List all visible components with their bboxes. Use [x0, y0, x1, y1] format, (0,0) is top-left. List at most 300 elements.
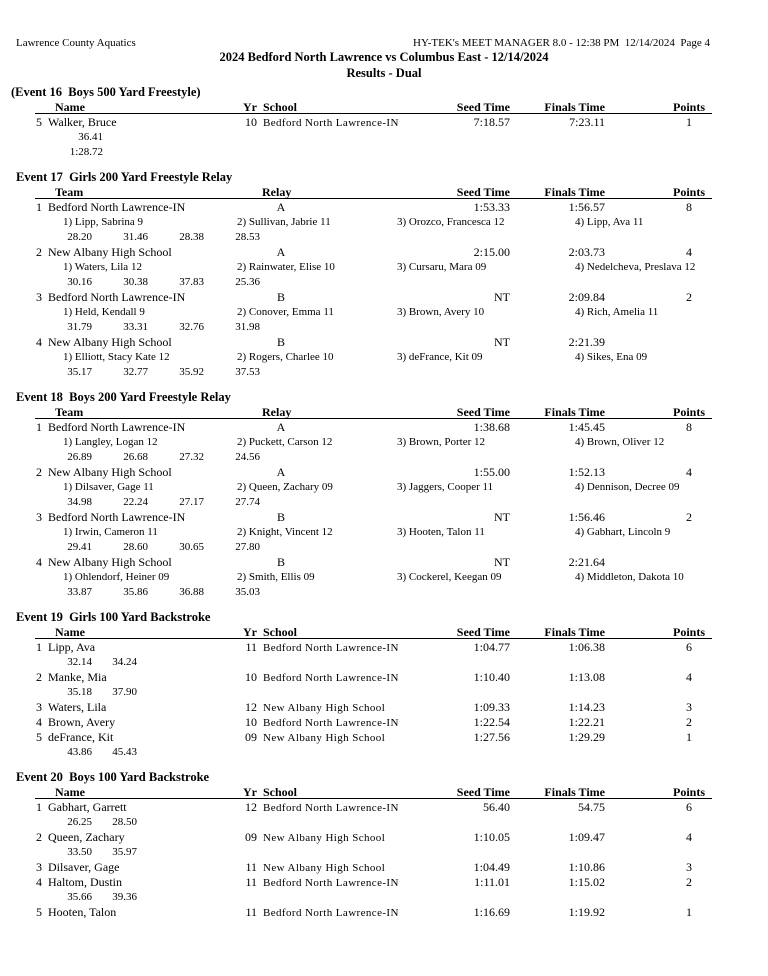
place: 5: [36, 730, 42, 744]
facility-name: Lawrence County Aquatics: [16, 37, 136, 49]
seed-time: 1:04.49: [473, 860, 510, 874]
seed-time: NT: [494, 335, 510, 349]
team-name: Bedford North Lawrence-IN: [48, 290, 186, 304]
athlete-name: Walker, Bruce: [48, 115, 117, 129]
athlete-name: Manke, Mia: [48, 670, 107, 684]
place: 1: [36, 800, 42, 814]
swimmer: 4) Nedelcheva, Preslava 12: [575, 261, 696, 273]
school: New Albany High School: [263, 732, 386, 744]
relay-swimmers: [0, 350, 768, 365]
place: 2: [36, 670, 42, 684]
split-time: 31.98: [235, 321, 260, 333]
place: 4: [36, 875, 42, 889]
split-time: 31.79: [67, 321, 92, 333]
team-name: Bedford North Lawrence-IN: [48, 510, 186, 524]
split-time: 35.17: [67, 366, 92, 378]
seed-time: 1:10.05: [473, 830, 510, 844]
result-row: [0, 115, 768, 130]
relay-swimmers: [0, 435, 768, 450]
place: 2: [36, 245, 42, 259]
swimmer: 3) Cockerel, Keegan 09: [397, 571, 502, 583]
split-time: 33.31: [123, 321, 148, 333]
col-points-header: Points: [672, 625, 705, 639]
school: Bedford North Lawrence-IN: [263, 802, 399, 814]
result-row: [0, 510, 768, 525]
points: 8: [686, 420, 692, 434]
split-time: 36.88: [179, 586, 204, 598]
col-relay-header: Relay: [262, 405, 292, 419]
split-time: 28.50: [112, 816, 137, 828]
split-time: 36.41: [78, 131, 103, 143]
year: 10: [245, 715, 257, 729]
swimmer: 2) Rogers, Charlee 10: [237, 351, 334, 363]
swimmer: 2) Smith, Ellis 09: [237, 571, 315, 583]
year: 11: [245, 905, 257, 919]
column-header-row: [0, 785, 768, 800]
event-title: Event 19 Girls 100 Yard Backstroke: [16, 610, 211, 624]
swimmer: 1) Waters, Lila 12: [63, 261, 142, 273]
seed-time: 1:22.54: [473, 715, 510, 729]
result-row: [0, 860, 768, 875]
col-school-header: School: [263, 100, 298, 114]
school: Bedford North Lawrence-IN: [263, 907, 399, 919]
swimmer: 1) Irwin, Cameron 11: [63, 526, 158, 538]
split-time: 26.68: [123, 451, 148, 463]
results-subtitle: Results - Dual: [346, 66, 422, 80]
split-time: 37.53: [235, 366, 260, 378]
relay-swimmers: [0, 525, 768, 540]
split-values: [47, 890, 137, 905]
split-time: 24.56: [235, 451, 260, 463]
team-name: Bedford North Lawrence-IN: [48, 200, 186, 214]
split-time: 37.83: [179, 276, 204, 288]
finals-time: 1:45.45: [568, 420, 605, 434]
relay-letter: A: [276, 200, 286, 214]
seed-time: NT: [494, 510, 510, 524]
relay-swimmers: [0, 305, 768, 320]
col-team-header: Team: [55, 185, 84, 199]
split-time: 43.86: [67, 746, 92, 758]
seed-time: 56.40: [483, 800, 510, 814]
split-values: [47, 655, 137, 670]
split-values: [36, 585, 260, 600]
year: 11: [245, 640, 257, 654]
place: 1: [36, 200, 42, 214]
place: 5: [36, 115, 42, 129]
year: 11: [245, 860, 257, 874]
event-19: [0, 610, 768, 760]
finals-time: 1:52.13: [568, 465, 605, 479]
split-time: 22.24: [123, 496, 148, 508]
col-name-header: Name: [55, 785, 85, 799]
seed-time: 2:15.00: [473, 245, 510, 259]
splits-line: [0, 655, 768, 670]
split-time: 30.16: [67, 276, 92, 288]
seed-time: 1:27.56: [473, 730, 510, 744]
points: 6: [686, 800, 692, 814]
place: 1: [36, 420, 42, 434]
finals-time: 7:23.11: [569, 115, 605, 129]
team-name: New Albany High School: [48, 245, 172, 259]
split-values: [47, 845, 137, 860]
points: 1: [686, 730, 692, 744]
split-time: 27.80: [235, 541, 260, 553]
points: 1: [686, 115, 692, 129]
school: Bedford North Lawrence-IN: [263, 877, 399, 889]
place: 5: [36, 905, 42, 919]
split-time: 26.25: [67, 816, 92, 828]
split-values: [36, 320, 260, 335]
year: 11: [245, 875, 257, 889]
relay-swimmers: [0, 260, 768, 275]
results-body: [0, 85, 768, 930]
swimmer: 2) Rainwater, Elise 10: [237, 261, 335, 273]
meet-title: 2024 Bedford North Lawrence vs Columbus East - 12/14/2024: [219, 50, 549, 64]
col-seed-header: Seed Time: [456, 785, 510, 799]
swimmer: 3) deFrance, Kit 09: [397, 351, 483, 363]
split-time: 35.86: [123, 586, 148, 598]
col-finals-header: Finals Time: [544, 100, 605, 114]
col-seed-header: Seed Time: [456, 625, 510, 639]
col-school-header: School: [263, 625, 298, 639]
split-time: 39.36: [112, 891, 137, 903]
split-time: 35.18: [67, 686, 92, 698]
col-finals-header: Finals Time: [544, 405, 605, 419]
split-time: 30.38: [123, 276, 148, 288]
school: Bedford North Lawrence-IN: [263, 642, 399, 654]
splits-line: [0, 230, 768, 245]
place: 3: [36, 290, 42, 304]
finals-time: 1:29.29: [568, 730, 605, 744]
swimmer: 3) Hooten, Talon 11: [397, 526, 485, 538]
points: 1: [686, 905, 692, 919]
year: 12: [245, 700, 257, 714]
points: 2: [686, 290, 692, 304]
swimmer: 2) Knight, Vincent 12: [237, 526, 333, 538]
seed-time: 1:10.40: [473, 670, 510, 684]
place: 4: [36, 335, 42, 349]
relay-letter: A: [276, 420, 286, 434]
split-time: 30.65: [179, 541, 204, 553]
event-20: [0, 770, 768, 920]
split-time: 27.74: [235, 496, 260, 508]
result-row: [0, 730, 768, 745]
seed-time: 7:18.57: [473, 115, 510, 129]
split-time: 28.53: [235, 231, 260, 243]
result-row: [0, 905, 768, 920]
finals-time: 2:03.73: [568, 245, 605, 259]
finals-time: 1:06.38: [568, 640, 605, 654]
points: 3: [686, 700, 692, 714]
place: 2: [36, 465, 42, 479]
result-row: [0, 640, 768, 655]
athlete-name: Hooten, Talon: [48, 905, 117, 919]
col-seed-header: Seed Time: [456, 405, 510, 419]
swimmer: 4) Rich, Amelia 11: [575, 306, 659, 318]
col-points-header: Points: [672, 785, 705, 799]
school: Bedford North Lawrence-IN: [263, 117, 399, 129]
split-values: [34, 145, 103, 160]
school: Bedford North Lawrence-IN: [263, 717, 399, 729]
swimmer: 1) Lipp, Sabrina 9: [63, 216, 144, 228]
finals-time: 1:22.21: [568, 715, 605, 729]
col-school-header: School: [263, 785, 298, 799]
seed-time: 1:55.00: [473, 465, 510, 479]
meet-manager-info: HY-TEK's MEET MANAGER 8.0 - 12:38 PM 12/14/2024 Page 4: [413, 37, 710, 49]
athlete-name: Brown, Avery: [48, 715, 116, 729]
place: 1: [36, 640, 42, 654]
column-header-row: [0, 185, 768, 200]
swimmer: 2) Conover, Emma 11: [237, 306, 334, 318]
seed-time: 1:04.77: [473, 640, 510, 654]
swimmer: 1) Ohlendorf, Heiner 09: [63, 571, 170, 583]
split-time: 37.90: [112, 686, 137, 698]
seed-time: NT: [494, 555, 510, 569]
points: 8: [686, 200, 692, 214]
event-title: Event 18 Boys 200 Yard Freestyle Relay: [16, 390, 231, 404]
col-seed-header: Seed Time: [456, 185, 510, 199]
place: 3: [36, 510, 42, 524]
finals-time: 1:09.47: [568, 830, 605, 844]
athlete-name: deFrance, Kit: [48, 730, 114, 744]
col-finals-header: Finals Time: [544, 185, 605, 199]
col-points-header: Points: [672, 405, 705, 419]
team-name: New Albany High School: [48, 555, 172, 569]
swimmer: 1) Held, Kendall 9: [63, 306, 145, 318]
result-row: [0, 555, 768, 570]
split-values: [36, 540, 260, 555]
event-title: (Event 16 Boys 500 Yard Freestyle): [11, 85, 201, 99]
col-finals-header: Finals Time: [544, 625, 605, 639]
split-time: 28.20: [67, 231, 92, 243]
split-time: 34.98: [67, 496, 92, 508]
split-values: [36, 365, 260, 380]
year: 10: [245, 670, 257, 684]
swimmer: 4) Lipp, Ava 11: [575, 216, 644, 228]
swimmer: 4) Middleton, Dakota 10: [575, 571, 684, 583]
finals-time: 1:14.23: [568, 700, 605, 714]
finals-time: 1:56.46: [568, 510, 605, 524]
col-team-header: Team: [55, 405, 84, 419]
finals-time: 2:09.84: [568, 290, 605, 304]
splits-line: [0, 815, 768, 830]
finals-time: 1:10.86: [568, 860, 605, 874]
points: 2: [686, 715, 692, 729]
athlete-name: Haltom, Dustin: [48, 875, 122, 889]
col-finals-header: Finals Time: [544, 785, 605, 799]
points: 2: [686, 875, 692, 889]
column-header-row: [0, 100, 768, 115]
splits-line: [0, 450, 768, 465]
points: 4: [686, 245, 692, 259]
year: 09: [245, 730, 257, 744]
relay-letter: A: [276, 245, 286, 259]
split-time: 32.76: [179, 321, 204, 333]
split-values: [36, 495, 260, 510]
result-row: [0, 715, 768, 730]
swimmer: 2) Queen, Zachary 09: [237, 481, 333, 493]
swimmer: 3) Cursaru, Mara 09: [397, 261, 487, 273]
event-18: [0, 390, 768, 600]
split-time: 25.36: [235, 276, 260, 288]
event-title: Event 20 Boys 100 Yard Backstroke: [16, 770, 210, 784]
swimmer: 1) Dilsaver, Gage 11: [63, 481, 154, 493]
swimmer: 2) Puckett, Carson 12: [237, 436, 333, 448]
school: New Albany High School: [263, 862, 386, 874]
athlete-name: Queen, Zachary: [48, 830, 125, 844]
swimmer: 1) Elliott, Stacy Kate 12: [63, 351, 170, 363]
school: New Albany High School: [263, 702, 386, 714]
split-time: 28.60: [123, 541, 148, 553]
split-values: [47, 685, 137, 700]
split-time: 29.41: [67, 541, 92, 553]
col-points-header: Points: [672, 100, 705, 114]
athlete-name: Gabhart, Garrett: [48, 800, 127, 814]
seed-time: 1:53.33: [473, 200, 510, 214]
split-time: 32.14: [67, 656, 92, 668]
splits-line: [0, 495, 768, 510]
seed-time: 1:11.01: [474, 875, 510, 889]
column-header-row: [0, 405, 768, 420]
finals-time: 1:15.02: [568, 875, 605, 889]
school: Bedford North Lawrence-IN: [263, 672, 399, 684]
place: 3: [36, 860, 42, 874]
split-time: 28.38: [179, 231, 204, 243]
split-time: 35.97: [112, 846, 137, 858]
split-time: 26.89: [67, 451, 92, 463]
split-time: 35.66: [67, 891, 92, 903]
col-yr-header: Yr: [243, 625, 257, 639]
result-row: [0, 700, 768, 715]
split-values: [34, 130, 103, 145]
relay-swimmers: [0, 570, 768, 585]
col-yr-header: Yr: [243, 100, 257, 114]
seed-time: 1:09.33: [473, 700, 510, 714]
relay-swimmers: [0, 215, 768, 230]
split-values: [47, 745, 137, 760]
result-row: [0, 830, 768, 845]
splits-line: [0, 745, 768, 760]
swimmer: 1) Langley, Logan 12: [63, 436, 158, 448]
swimmer: 4) Dennison, Decree 09: [575, 481, 680, 493]
col-relay-header: Relay: [262, 185, 292, 199]
splits-line: [0, 585, 768, 600]
col-name-header: Name: [55, 625, 85, 639]
split-time: 33.87: [67, 586, 92, 598]
col-yr-header: Yr: [243, 785, 257, 799]
splits-line: [0, 130, 768, 145]
year: 09: [245, 830, 257, 844]
swimmer: 4) Sikes, Ena 09: [575, 351, 648, 363]
finals-time: 1:56.57: [568, 200, 605, 214]
split-values: [47, 815, 137, 830]
split-time: 31.46: [123, 231, 148, 243]
event-17: [0, 170, 768, 380]
split-values: [36, 230, 260, 245]
split-time: 32.77: [123, 366, 148, 378]
finals-time: 54.75: [578, 800, 605, 814]
result-row: [0, 875, 768, 890]
split-time: 34.24: [112, 656, 137, 668]
result-row: [0, 290, 768, 305]
result-row: [0, 670, 768, 685]
school: New Albany High School: [263, 832, 386, 844]
points: 3: [686, 860, 692, 874]
swimmer: 3) Brown, Avery 10: [397, 306, 485, 318]
team-name: New Albany High School: [48, 465, 172, 479]
result-row: [0, 245, 768, 260]
relay-letter: B: [276, 555, 285, 569]
relay-swimmers: [0, 480, 768, 495]
event-16: [0, 85, 768, 160]
splits-line: [0, 320, 768, 335]
points: 6: [686, 640, 692, 654]
finals-time: 1:19.92: [568, 905, 605, 919]
relay-letter: B: [276, 335, 285, 349]
column-header-row: [0, 625, 768, 640]
result-row: [0, 800, 768, 815]
splits-line: [0, 890, 768, 905]
seed-time: 1:38.68: [473, 420, 510, 434]
swimmer: 4) Gabhart, Lincoln 9: [575, 526, 671, 538]
finals-time: 2:21.64: [568, 555, 605, 569]
athlete-name: Waters, Lila: [48, 700, 107, 714]
col-points-header: Points: [672, 185, 705, 199]
team-name: Bedford North Lawrence-IN: [48, 420, 186, 434]
result-row: [0, 200, 768, 215]
split-time: 33.50: [67, 846, 92, 858]
swimmer: 3) Jaggers, Cooper 11: [397, 481, 494, 493]
swimmer: 4) Brown, Oliver 12: [575, 436, 665, 448]
relay-letter: B: [276, 290, 285, 304]
year: 12: [245, 800, 257, 814]
splits-line: [0, 275, 768, 290]
event-title: Event 17 Girls 200 Yard Freestyle Relay: [16, 170, 233, 184]
split-time: 35.92: [179, 366, 204, 378]
split-time: 27.17: [179, 496, 204, 508]
split-values: [36, 450, 260, 465]
seed-time: NT: [494, 290, 510, 304]
team-name: New Albany High School: [48, 335, 172, 349]
athlete-name: Lipp, Ava: [48, 640, 96, 654]
splits-line: [0, 365, 768, 380]
result-row: [0, 335, 768, 350]
splits-line: [0, 145, 768, 160]
split-time: 35.03: [235, 586, 260, 598]
athlete-name: Dilsaver, Gage: [48, 860, 120, 874]
col-name-header: Name: [55, 100, 85, 114]
finals-time: 1:13.08: [568, 670, 605, 684]
col-seed-header: Seed Time: [456, 100, 510, 114]
swimmer: 2) Sullivan, Jabrie 11: [237, 216, 331, 228]
relay-letter: A: [276, 465, 286, 479]
splits-line: [0, 845, 768, 860]
place: 4: [36, 715, 42, 729]
splits-line: [0, 685, 768, 700]
place: 3: [36, 700, 42, 714]
points: 4: [686, 465, 692, 479]
points: 4: [686, 830, 692, 844]
split-time: 45.43: [112, 746, 137, 758]
seed-time: 1:16.69: [473, 905, 510, 919]
swimmer: 3) Brown, Porter 12: [397, 436, 485, 448]
splits-line: [0, 540, 768, 555]
page-header: [16, 37, 710, 49]
result-row: [0, 465, 768, 480]
points: 4: [686, 670, 692, 684]
points: 2: [686, 510, 692, 524]
split-time: 27.32: [179, 451, 204, 463]
